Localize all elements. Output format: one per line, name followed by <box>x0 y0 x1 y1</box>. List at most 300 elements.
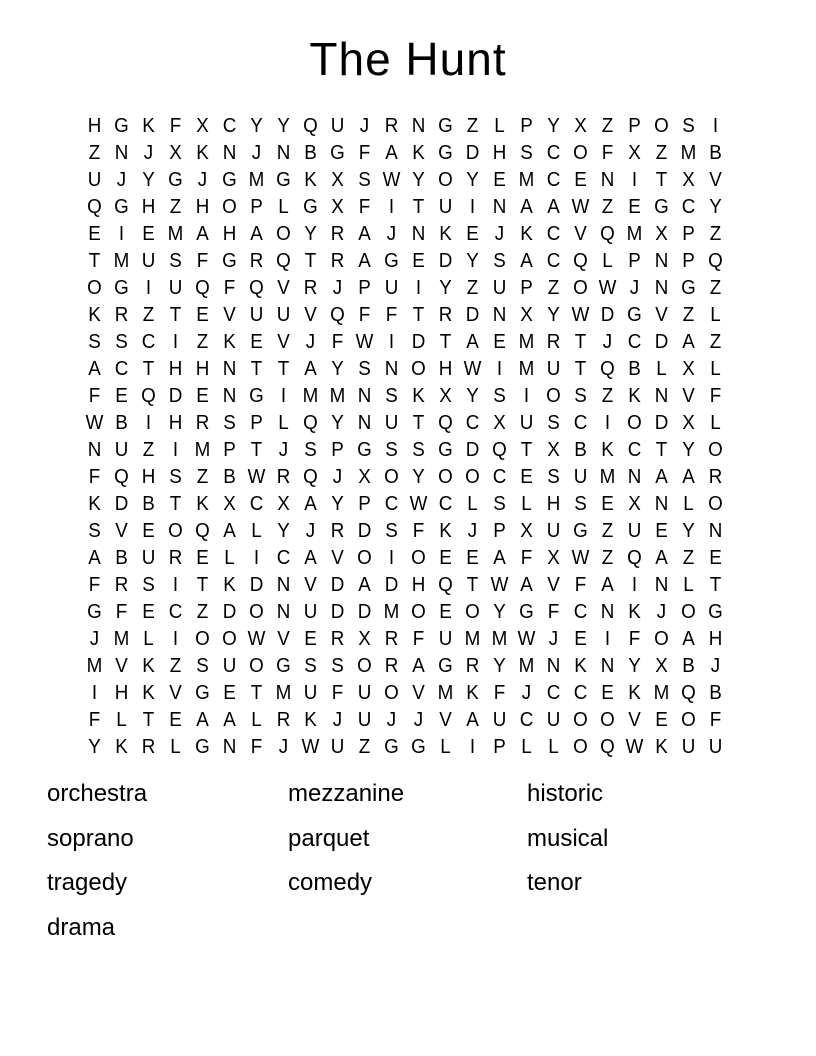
grid-cell[interactable]: V <box>412 681 425 704</box>
grid-cell[interactable]: N <box>357 411 372 434</box>
grid-cell[interactable]: J <box>494 222 505 245</box>
grid-cell[interactable]: O <box>654 627 669 650</box>
grid-cell[interactable]: U <box>114 438 129 461</box>
grid-cell[interactable]: M <box>275 681 292 704</box>
grid-cell[interactable]: Z <box>466 114 479 137</box>
grid-cell[interactable]: Z <box>466 276 479 299</box>
grid-cell[interactable]: I <box>604 627 611 650</box>
grid-cell[interactable]: M <box>518 654 535 677</box>
grid-cell[interactable]: D <box>411 330 426 353</box>
grid-cell[interactable]: E <box>250 330 263 353</box>
grid-cell[interactable]: C <box>546 249 561 272</box>
grid-cell[interactable]: C <box>465 411 480 434</box>
grid-cell[interactable]: H <box>195 195 210 218</box>
grid-cell[interactable]: H <box>546 492 561 515</box>
grid-cell[interactable]: V <box>439 708 452 731</box>
grid-cell[interactable]: E <box>196 303 209 326</box>
grid-cell[interactable]: A <box>520 573 533 596</box>
grid-cell[interactable]: X <box>682 411 695 434</box>
grid-cell[interactable]: A <box>682 627 695 650</box>
grid-cell[interactable]: X <box>331 195 344 218</box>
grid-cell[interactable]: M <box>491 627 508 650</box>
grid-cell[interactable]: G <box>519 600 534 623</box>
grid-cell[interactable]: E <box>142 222 155 245</box>
grid-cell[interactable]: J <box>548 627 559 650</box>
grid-cell[interactable]: N <box>600 600 615 623</box>
grid-cell[interactable]: M <box>464 627 481 650</box>
grid-cell[interactable]: A <box>358 573 371 596</box>
grid-cell[interactable]: T <box>574 357 587 380</box>
grid-cell[interactable]: N <box>600 654 615 677</box>
grid-cell[interactable]: A <box>250 222 263 245</box>
grid-cell[interactable]: N <box>492 195 507 218</box>
grid-cell[interactable]: K <box>142 681 155 704</box>
grid-cell[interactable]: S <box>196 654 209 677</box>
grid-cell[interactable]: W <box>85 411 104 434</box>
grid-cell[interactable]: I <box>91 681 98 704</box>
grid-cell[interactable]: J <box>332 708 343 731</box>
grid-cell[interactable]: Y <box>628 654 641 677</box>
grid-cell[interactable]: M <box>518 168 535 191</box>
grid-cell[interactable]: P <box>331 438 344 461</box>
grid-cell[interactable]: B <box>223 465 236 488</box>
grid-cell[interactable]: W <box>409 492 428 515</box>
grid-cell[interactable]: P <box>682 249 695 272</box>
grid-cell[interactable]: D <box>438 249 453 272</box>
grid-cell[interactable]: M <box>680 141 697 164</box>
grid-cell[interactable]: Y <box>331 357 344 380</box>
grid-cell[interactable]: N <box>546 654 561 677</box>
grid-cell[interactable]: M <box>383 600 400 623</box>
grid-cell[interactable]: Q <box>681 681 696 704</box>
grid-cell[interactable]: T <box>169 303 182 326</box>
grid-cell[interactable]: N <box>276 141 291 164</box>
grid-cell[interactable]: I <box>280 384 287 407</box>
grid-cell[interactable]: G <box>438 438 453 461</box>
grid-cell[interactable]: A <box>304 357 317 380</box>
grid-cell[interactable]: K <box>223 330 236 353</box>
grid-cell[interactable]: H <box>87 114 102 137</box>
grid-cell[interactable]: L <box>440 735 451 758</box>
grid-cell[interactable]: X <box>520 303 533 326</box>
grid-cell[interactable]: V <box>277 330 290 353</box>
grid-cell[interactable]: T <box>277 357 290 380</box>
grid-cell[interactable]: R <box>249 249 264 272</box>
grid-cell[interactable]: G <box>357 438 372 461</box>
grid-cell[interactable]: E <box>412 249 425 272</box>
grid-cell[interactable]: M <box>626 222 643 245</box>
grid-cell[interactable]: S <box>493 492 506 515</box>
grid-cell[interactable]: N <box>654 249 669 272</box>
grid-cell[interactable]: F <box>88 708 101 731</box>
grid-cell[interactable]: V <box>115 519 128 542</box>
grid-cell[interactable]: T <box>142 708 155 731</box>
grid-cell[interactable]: G <box>303 195 318 218</box>
grid-cell[interactable]: B <box>709 681 722 704</box>
grid-cell[interactable]: R <box>141 735 156 758</box>
grid-cell[interactable]: E <box>574 168 587 191</box>
grid-cell[interactable]: Q <box>438 573 453 596</box>
grid-cell[interactable]: L <box>548 735 559 758</box>
grid-cell[interactable]: F <box>331 330 344 353</box>
grid-cell[interactable]: X <box>655 654 668 677</box>
grid-cell[interactable]: K <box>520 222 533 245</box>
grid-cell[interactable]: N <box>276 573 291 596</box>
grid-cell[interactable]: N <box>411 114 426 137</box>
grid-cell[interactable]: W <box>571 303 590 326</box>
grid-cell[interactable]: T <box>655 168 668 191</box>
grid-cell[interactable]: G <box>384 735 399 758</box>
grid-cell[interactable]: L <box>683 492 694 515</box>
grid-cell[interactable]: O <box>168 519 183 542</box>
grid-cell[interactable]: Y <box>466 384 479 407</box>
grid-cell[interactable]: C <box>546 681 561 704</box>
grid-cell[interactable]: U <box>249 303 264 326</box>
grid-cell[interactable]: H <box>141 195 156 218</box>
grid-cell[interactable]: C <box>681 195 696 218</box>
grid-cell[interactable]: U <box>141 546 156 569</box>
grid-cell[interactable]: Q <box>708 249 723 272</box>
grid-cell[interactable]: V <box>628 708 641 731</box>
grid-cell[interactable]: Y <box>142 168 155 191</box>
grid-cell[interactable]: U <box>141 249 156 272</box>
grid-cell[interactable]: N <box>87 438 102 461</box>
grid-cell[interactable]: N <box>600 168 615 191</box>
grid-cell[interactable]: O <box>708 438 723 461</box>
grid-cell[interactable]: X <box>574 114 587 137</box>
grid-cell[interactable]: A <box>547 195 560 218</box>
grid-cell[interactable]: X <box>547 546 560 569</box>
grid-cell[interactable]: M <box>302 384 319 407</box>
grid-cell[interactable]: L <box>251 519 262 542</box>
grid-cell[interactable]: D <box>465 438 480 461</box>
grid-cell[interactable]: T <box>412 195 425 218</box>
grid-cell[interactable]: E <box>628 195 641 218</box>
grid-cell[interactable]: Y <box>439 276 452 299</box>
grid-cell[interactable]: B <box>574 438 587 461</box>
grid-cell[interactable]: N <box>654 492 669 515</box>
grid-cell[interactable]: Q <box>600 222 615 245</box>
grid-cell[interactable]: K <box>412 384 425 407</box>
grid-cell[interactable]: Z <box>601 195 614 218</box>
grid-cell[interactable]: V <box>115 654 128 677</box>
grid-cell[interactable]: J <box>710 654 721 677</box>
grid-cell[interactable]: A <box>682 330 695 353</box>
grid-cell[interactable]: O <box>384 681 399 704</box>
grid-cell[interactable]: W <box>355 330 374 353</box>
grid-cell[interactable]: O <box>654 114 669 137</box>
grid-cell[interactable]: M <box>194 438 211 461</box>
grid-cell[interactable]: T <box>412 303 425 326</box>
grid-cell[interactable]: D <box>222 600 237 623</box>
grid-cell[interactable]: Q <box>303 465 318 488</box>
grid-cell[interactable]: I <box>388 330 395 353</box>
grid-cell[interactable]: Y <box>493 600 506 623</box>
grid-cell[interactable]: L <box>656 357 667 380</box>
grid-cell[interactable]: I <box>172 573 179 596</box>
grid-cell[interactable]: S <box>493 384 506 407</box>
grid-cell[interactable]: N <box>627 465 642 488</box>
grid-cell[interactable]: E <box>655 519 668 542</box>
grid-cell[interactable]: G <box>654 195 669 218</box>
grid-cell[interactable]: U <box>87 168 102 191</box>
grid-cell[interactable]: T <box>169 492 182 515</box>
grid-cell[interactable]: L <box>467 492 478 515</box>
grid-cell[interactable]: J <box>629 276 640 299</box>
grid-cell[interactable]: L <box>494 114 505 137</box>
grid-cell[interactable]: F <box>358 141 371 164</box>
grid-cell[interactable]: N <box>222 357 237 380</box>
grid-cell[interactable]: Y <box>466 168 479 191</box>
grid-cell[interactable]: U <box>357 681 372 704</box>
grid-cell[interactable]: L <box>224 546 235 569</box>
grid-cell[interactable]: N <box>357 384 372 407</box>
grid-cell[interactable]: X <box>547 438 560 461</box>
grid-cell[interactable]: O <box>465 465 480 488</box>
grid-cell[interactable]: C <box>249 492 264 515</box>
grid-cell[interactable]: X <box>682 357 695 380</box>
grid-cell[interactable]: L <box>710 303 721 326</box>
grid-cell[interactable]: K <box>628 600 641 623</box>
grid-cell[interactable]: V <box>277 276 290 299</box>
grid-cell[interactable]: A <box>223 708 236 731</box>
grid-cell[interactable]: S <box>331 654 344 677</box>
grid-cell[interactable]: C <box>573 600 588 623</box>
grid-cell[interactable]: C <box>546 222 561 245</box>
grid-cell[interactable]: Y <box>277 519 290 542</box>
grid-cell[interactable]: T <box>574 330 587 353</box>
grid-cell[interactable]: A <box>223 519 236 542</box>
grid-cell[interactable]: R <box>546 330 561 353</box>
grid-cell[interactable]: C <box>141 330 156 353</box>
grid-cell[interactable]: P <box>682 222 695 245</box>
grid-cell[interactable]: S <box>547 465 560 488</box>
grid-cell[interactable]: O <box>681 708 696 731</box>
grid-cell[interactable]: P <box>250 195 263 218</box>
grid-cell[interactable]: G <box>114 195 129 218</box>
grid-cell[interactable]: N <box>654 384 669 407</box>
grid-cell[interactable]: K <box>196 492 209 515</box>
grid-cell[interactable]: Q <box>438 411 453 434</box>
grid-cell[interactable]: O <box>411 600 426 623</box>
grid-cell[interactable]: F <box>709 384 722 407</box>
grid-cell[interactable]: Z <box>601 546 614 569</box>
grid-cell[interactable]: A <box>520 249 533 272</box>
grid-cell[interactable]: L <box>143 627 154 650</box>
grid-cell[interactable]: U <box>438 627 453 650</box>
grid-cell[interactable]: V <box>277 627 290 650</box>
grid-cell[interactable]: R <box>384 654 399 677</box>
grid-cell[interactable]: R <box>384 627 399 650</box>
grid-cell[interactable]: E <box>142 519 155 542</box>
grid-cell[interactable]: H <box>708 627 723 650</box>
grid-cell[interactable]: Q <box>195 519 210 542</box>
grid-cell[interactable]: K <box>88 492 101 515</box>
grid-cell[interactable]: I <box>631 168 638 191</box>
grid-cell[interactable]: S <box>304 654 317 677</box>
grid-cell[interactable]: O <box>357 654 372 677</box>
grid-cell[interactable]: E <box>493 168 506 191</box>
grid-cell[interactable]: Y <box>682 438 695 461</box>
grid-cell[interactable]: F <box>412 627 425 650</box>
grid-cell[interactable]: J <box>305 519 316 542</box>
grid-cell[interactable]: I <box>523 384 530 407</box>
grid-cell[interactable]: E <box>196 384 209 407</box>
grid-cell[interactable]: G <box>195 735 210 758</box>
grid-cell[interactable]: J <box>116 168 127 191</box>
grid-cell[interactable]: S <box>385 519 398 542</box>
grid-cell[interactable]: I <box>496 357 503 380</box>
grid-cell[interactable]: T <box>439 330 452 353</box>
grid-cell[interactable]: G <box>411 735 426 758</box>
grid-cell[interactable]: O <box>384 465 399 488</box>
grid-cell[interactable]: L <box>521 735 532 758</box>
grid-cell[interactable]: I <box>712 114 719 137</box>
grid-cell[interactable]: C <box>546 141 561 164</box>
grid-cell[interactable]: J <box>251 141 262 164</box>
grid-cell[interactable]: Y <box>331 411 344 434</box>
grid-cell[interactable]: X <box>520 519 533 542</box>
grid-cell[interactable]: O <box>276 222 291 245</box>
grid-cell[interactable]: K <box>304 708 317 731</box>
grid-cell[interactable]: Y <box>547 114 560 137</box>
grid-cell[interactable]: B <box>682 654 695 677</box>
grid-cell[interactable]: V <box>709 168 722 191</box>
grid-cell[interactable]: I <box>172 438 179 461</box>
grid-cell[interactable]: Z <box>196 465 209 488</box>
grid-cell[interactable]: R <box>168 546 183 569</box>
grid-cell[interactable]: N <box>411 222 426 245</box>
grid-cell[interactable]: O <box>627 411 642 434</box>
grid-cell[interactable]: H <box>168 357 183 380</box>
grid-cell[interactable]: G <box>438 141 453 164</box>
grid-cell[interactable]: A <box>196 708 209 731</box>
grid-cell[interactable]: Q <box>627 546 642 569</box>
grid-cell[interactable]: E <box>601 492 614 515</box>
grid-cell[interactable]: O <box>222 627 237 650</box>
grid-cell[interactable]: K <box>628 681 641 704</box>
grid-cell[interactable]: V <box>574 222 587 245</box>
grid-cell[interactable]: K <box>142 654 155 677</box>
grid-cell[interactable]: L <box>278 411 289 434</box>
grid-cell[interactable]: F <box>601 141 614 164</box>
grid-cell[interactable]: O <box>573 708 588 731</box>
grid-cell[interactable]: A <box>655 465 668 488</box>
grid-cell[interactable]: K <box>601 438 614 461</box>
grid-cell[interactable]: I <box>631 573 638 596</box>
grid-cell[interactable]: B <box>142 492 155 515</box>
grid-cell[interactable]: S <box>358 357 371 380</box>
grid-cell[interactable]: Y <box>277 114 290 137</box>
grid-cell[interactable]: S <box>574 384 587 407</box>
grid-cell[interactable]: K <box>115 735 128 758</box>
grid-cell[interactable]: J <box>386 708 397 731</box>
grid-cell[interactable]: V <box>169 681 182 704</box>
grid-cell[interactable]: V <box>331 546 344 569</box>
grid-cell[interactable]: C <box>546 168 561 191</box>
grid-cell[interactable]: K <box>439 519 452 542</box>
grid-cell[interactable]: Y <box>466 249 479 272</box>
grid-cell[interactable]: U <box>627 519 642 542</box>
grid-cell[interactable]: F <box>358 195 371 218</box>
grid-cell[interactable]: D <box>249 573 264 596</box>
grid-cell[interactable]: L <box>116 708 127 731</box>
grid-cell[interactable]: U <box>708 735 723 758</box>
grid-cell[interactable]: E <box>493 330 506 353</box>
grid-cell[interactable]: M <box>437 681 454 704</box>
grid-cell[interactable]: P <box>223 438 236 461</box>
grid-cell[interactable]: E <box>520 465 533 488</box>
grid-cell[interactable]: U <box>330 114 345 137</box>
grid-cell[interactable]: E <box>304 627 317 650</box>
grid-cell[interactable]: G <box>195 681 210 704</box>
grid-cell[interactable]: E <box>169 708 182 731</box>
grid-cell[interactable]: W <box>463 357 482 380</box>
grid-cell[interactable]: F <box>709 708 722 731</box>
grid-cell[interactable]: O <box>573 276 588 299</box>
grid-cell[interactable]: W <box>625 735 644 758</box>
grid-cell[interactable]: U <box>276 303 291 326</box>
grid-cell[interactable]: R <box>303 276 318 299</box>
grid-cell[interactable]: P <box>493 519 506 542</box>
grid-cell[interactable]: A <box>385 141 398 164</box>
grid-cell[interactable]: R <box>330 249 345 272</box>
grid-cell[interactable]: A <box>196 222 209 245</box>
grid-cell[interactable]: I <box>172 330 179 353</box>
grid-cell[interactable]: G <box>330 141 345 164</box>
grid-cell[interactable]: P <box>628 249 641 272</box>
grid-cell[interactable]: G <box>87 600 102 623</box>
grid-cell[interactable]: S <box>493 249 506 272</box>
grid-cell[interactable]: U <box>303 600 318 623</box>
grid-cell[interactable]: Y <box>304 222 317 245</box>
grid-cell[interactable]: T <box>250 357 263 380</box>
grid-cell[interactable]: N <box>276 600 291 623</box>
grid-cell[interactable]: Y <box>331 492 344 515</box>
grid-cell[interactable]: P <box>358 492 371 515</box>
grid-cell[interactable]: G <box>222 249 237 272</box>
grid-cell[interactable]: O <box>249 654 264 677</box>
grid-cell[interactable]: A <box>466 330 479 353</box>
grid-cell[interactable]: Z <box>196 330 209 353</box>
grid-cell[interactable]: F <box>574 573 587 596</box>
grid-cell[interactable]: K <box>574 654 587 677</box>
grid-cell[interactable]: Z <box>169 654 182 677</box>
grid-cell[interactable]: B <box>115 411 128 434</box>
grid-cell[interactable]: F <box>250 735 263 758</box>
grid-cell[interactable]: O <box>411 546 426 569</box>
grid-cell[interactable]: G <box>438 114 453 137</box>
grid-cell[interactable]: R <box>438 303 453 326</box>
grid-cell[interactable]: L <box>710 411 721 434</box>
grid-cell[interactable]: I <box>253 546 260 569</box>
grid-cell[interactable]: Q <box>330 303 345 326</box>
grid-cell[interactable]: B <box>628 357 641 380</box>
grid-cell[interactable]: I <box>388 195 395 218</box>
grid-cell[interactable]: V <box>547 573 560 596</box>
grid-cell[interactable]: E <box>142 600 155 623</box>
grid-cell[interactable]: F <box>196 249 209 272</box>
grid-cell[interactable]: V <box>304 303 317 326</box>
grid-cell[interactable]: I <box>145 276 152 299</box>
grid-cell[interactable]: T <box>142 357 155 380</box>
grid-cell[interactable]: O <box>222 195 237 218</box>
grid-cell[interactable]: I <box>172 627 179 650</box>
grid-cell[interactable]: M <box>113 627 130 650</box>
grid-cell[interactable]: E <box>466 546 479 569</box>
grid-cell[interactable]: F <box>88 573 101 596</box>
grid-cell[interactable]: H <box>168 411 183 434</box>
